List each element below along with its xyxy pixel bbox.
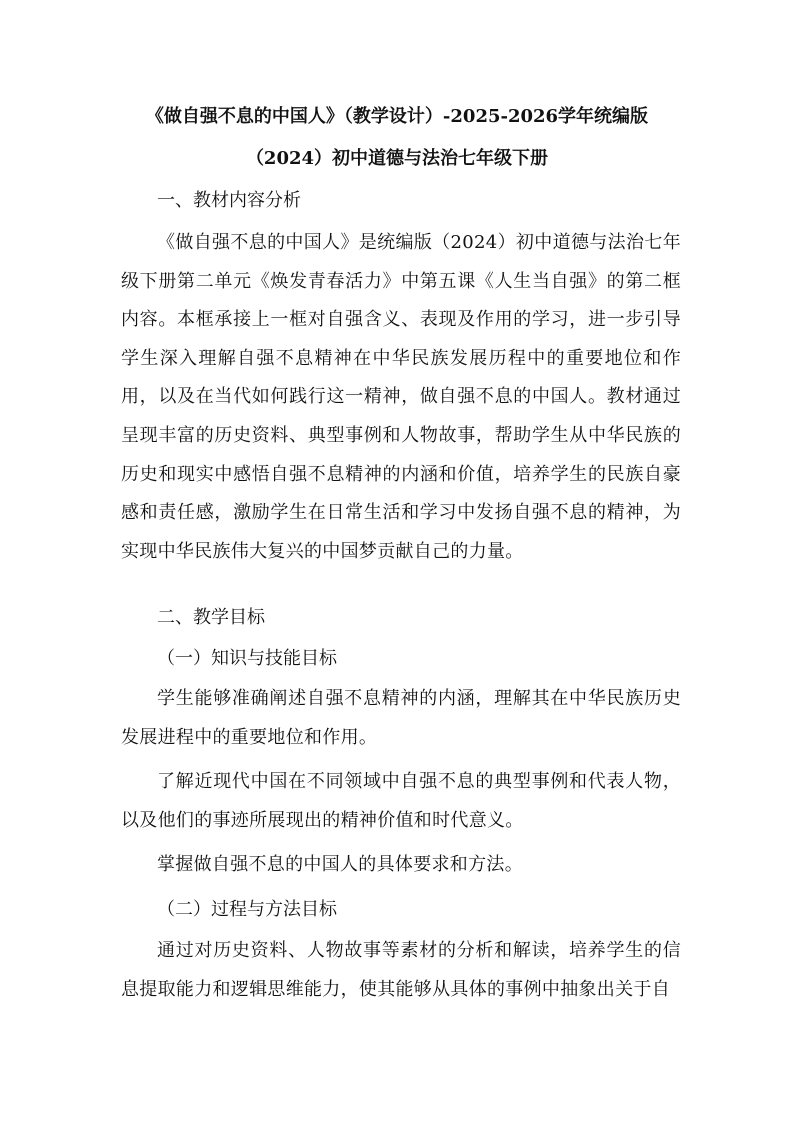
- section1-heading: 一、教材内容分析: [157, 190, 301, 211]
- subsection1-paragraph2: 了解近现代中国在不同领域中自强不息的典型事例和代表人物，以及他们的事迹所展现出的精神价值和时代意义。: [121, 771, 681, 831]
- section2-heading: 二、教学目标: [157, 607, 265, 628]
- subsection1-paragraph1: 学生能够准确阐述自强不息精神的内涵，理解其在中华民族历史发展进程中的重要地位和作用。: [121, 688, 681, 748]
- subsection1-heading: （一）知识与技能目标: [157, 648, 337, 669]
- section1-paragraph: 《做自强不息的中国人》是统编版（2024）初中道德与法治七年级下册第二单元《焕发青春活力》中第五课《人生当自强》的第二框内容。本框承接上一框对自强含义、表现及作用的学习，进一步引导学生深入理解自强不息精神在中华民族发展历程中的重要地位和作用，以及在当代如何践行这一精神，做自强不息的中国人。教材通过呈现丰富的历史资料、典型事例和人物故事，帮助学生从中华民族的历史和现实中感悟自强不息精神的内涵和价值，培养学生的民族自豪感和责任感，激励学生在日常生活和学习中发扬自强不息的精神，为实现中华民族伟大复兴的中国梦贡献自己的力量。: [121, 232, 681, 562]
- document-title-line1: 《做自强不息的中国人》（教学设计）-2025-2026学年统编版: [145, 106, 649, 127]
- document-title-line2: （2024）初中道德与法治七年级下册: [245, 148, 549, 169]
- subsection2-heading: （二）过程与方法目标: [157, 899, 337, 920]
- subsection2-paragraph: 通过对历史资料、人物故事等素材的分析和解读，培养学生的信息提取能力和逻辑思维能力，使其能够从具体的事例中抽象出关于自: [121, 940, 681, 1000]
- subsection1-paragraph3: 掌握做自强不息的中国人的具体要求和方法。: [157, 854, 523, 875]
